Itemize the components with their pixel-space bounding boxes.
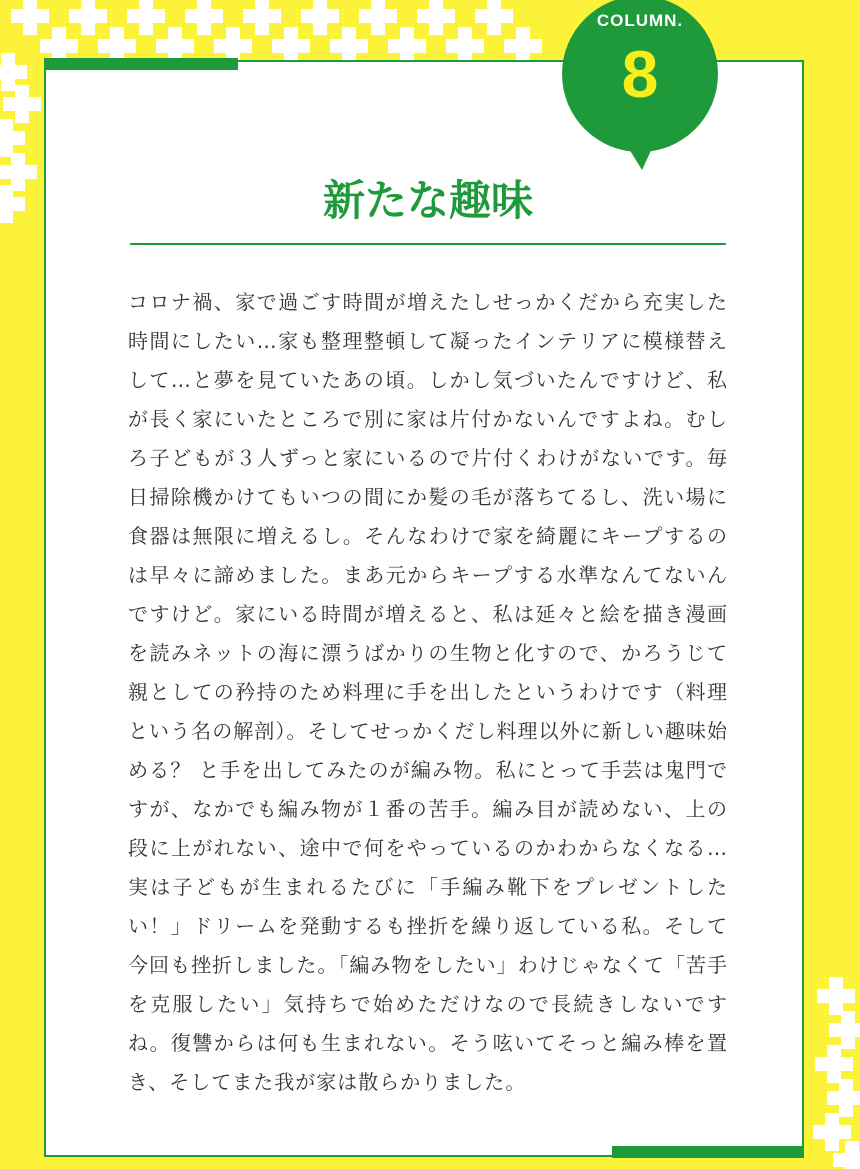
column-label: COLUMN. <box>596 11 684 30</box>
title-divider <box>130 243 726 245</box>
column-body-text: コロナ禍、家で過ごす時間が増えたしせっかくだから充実した時間にしたい…家も整理整頓して凝ったインテリアに模様替えして…と夢を見ていたあの頃。しかし気づいたんですけど、私が長く家にいたところで別に家は片付かないんですよね。むしろ子どもが３人ずっと家にいるので片付くわけがないです。毎日掃除機かけてもいつの間にか髪の毛が落ちてるし、洗い場に食器は無限に増えるし。そんなわけで家を綺麗にキープするのは早々に諦めました。まあ元からキープする水準なんてないんですけど。家にいる時間が増えると、私は延々と絵を描き漫画を読みネットの海に漂うばかりの生物と化すので、かろうじて親としての矜持のため料理に手を出したというわけです（料理という名の解剖）。そしてせっかくだし料理以外に新しい趣味始める？ と手を出してみたのが編み物。私にとって手芸は鬼門ですが、なかでも編み物が１番の苦手。編み目が読めない、上の段に上がれない、途中で何をやっているのかわからなくなる…実は子どもが生まれるたびに「手編み靴下をプレゼントしたい！」ドリームを発動するも挫折を繰り返している私。そして今回も挫折しました。「編み物をしたい」わけじゃなくて「苦手を克服したい」気持ちで始めただけなので長続きしないですね。復讐からは何も生まれない。そう呟いてそっと編み棒を置き、そしてまた我が家は散らかりました。 <box>128 290 728 1094</box>
page-title: 新たな趣味 <box>322 176 533 225</box>
card-bottom-accent-bar <box>612 1146 804 1158</box>
card-top-accent-bar <box>44 58 238 70</box>
column-number: 8 <box>621 37 659 111</box>
